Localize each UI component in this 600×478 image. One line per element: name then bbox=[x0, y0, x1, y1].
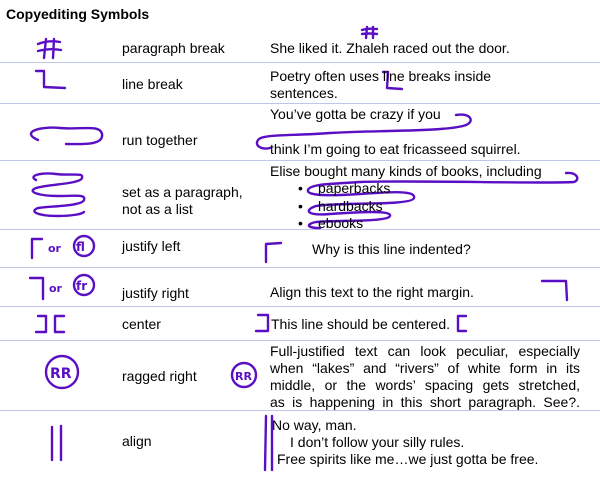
example-line: No way, man. bbox=[272, 417, 357, 433]
example-line: I don’t follow your silly rules. bbox=[290, 434, 465, 450]
list-item: ebooks bbox=[318, 215, 364, 231]
symbol-name: ragged right bbox=[122, 368, 197, 384]
example-line: sentences. bbox=[270, 85, 338, 101]
symbol-or: or bbox=[48, 242, 61, 255]
symbol-name: justify left bbox=[122, 238, 181, 254]
symbol-name: paragraph break bbox=[122, 40, 225, 56]
example-line: as is happening in this short paragraph. See?. bbox=[270, 394, 580, 410]
bullet-icon: • bbox=[298, 180, 303, 196]
list-item: hardbacks bbox=[318, 198, 383, 214]
example-text: She liked it. Zhaleh raced out the door. bbox=[270, 40, 510, 56]
symbol-abbr: RR bbox=[50, 366, 72, 382]
example-line: Free spirits like me…we just gotta be free. bbox=[277, 451, 539, 467]
symbol-name: set as a paragraph, bbox=[122, 184, 243, 200]
symbol-abbr: RR bbox=[235, 370, 252, 383]
symbol-name: run together bbox=[122, 132, 198, 148]
example-text: Why is this line indented? bbox=[312, 241, 471, 257]
list-item: paperbacks bbox=[318, 180, 391, 196]
bullet-icon: • bbox=[298, 215, 303, 231]
example-text: This line should be centered. bbox=[271, 316, 450, 332]
example-text: Elise bought many kinds of books, including bbox=[270, 163, 542, 179]
symbol-abbr: fl bbox=[76, 240, 85, 254]
symbol-name: not as a list bbox=[122, 201, 193, 217]
example-line: think I’m going to eat fricasseed squirrel. bbox=[270, 141, 521, 157]
example-line: middle, or the words’ spacing gets stretched, bbox=[270, 377, 580, 393]
example-line: Full-justified text can look peculiar, especially bbox=[270, 343, 580, 359]
bullet-icon: • bbox=[298, 198, 303, 214]
page-title: Copyediting Symbols bbox=[6, 6, 150, 22]
symbol-abbr: fr bbox=[76, 279, 88, 293]
example-line: You’ve gotta be crazy if you bbox=[270, 106, 441, 122]
symbol-or: or bbox=[49, 282, 62, 295]
symbol-name: justify right bbox=[122, 285, 189, 301]
example-line: Poetry often uses line breaks inside bbox=[270, 68, 492, 84]
symbol-name: center bbox=[122, 316, 161, 332]
example-text: Align this text to the right margin. bbox=[270, 284, 474, 300]
example-line: when “lakes” and “rivers” of white form in its bbox=[270, 360, 580, 376]
symbol-name: align bbox=[122, 433, 152, 449]
symbol-name: line break bbox=[122, 76, 183, 92]
